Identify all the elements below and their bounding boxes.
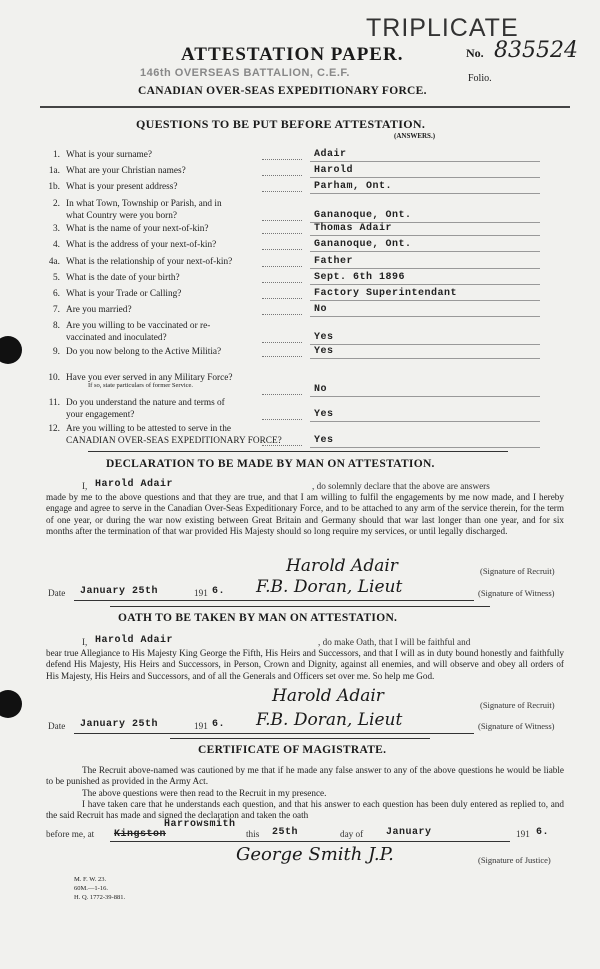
answer-rule [310,235,540,236]
certificate-paragraph-3: I have taken care that he understands each question, and that his answer to each question has been duly entered as replied to, and the said Recruit has made and signed the declaration and taken the oath [46,799,564,821]
oath-date-rule [74,733,474,734]
question-number: 1b. [48,182,60,192]
declaration-i-label: I, [82,481,88,491]
footer-line-3: H. Q. 1772-39-881. [74,894,126,901]
question-number: 3. [53,224,60,234]
declaration-witness-sig-label: (Signature of Witness) [478,588,555,598]
leader-dots [262,348,302,357]
footer-form-number: M. F. W. 23. [74,876,107,883]
questions-heading: QUESTIONS TO BE PUT BEFORE ATTESTATION. [136,117,426,131]
answer-rule [310,316,540,317]
regimental-number: 835524 [494,38,578,63]
question-text-continued: your engagement? [66,410,135,420]
declaration-date-label: Date [48,588,66,598]
declaration-top-rule [88,451,508,452]
triplicate-stamp: TRIPLICATE [366,14,519,42]
oath-recruit-signature: Harold Adair [272,686,384,706]
leader-dots [262,274,302,283]
declaration-recruit-name: Harold Adair [95,479,174,490]
certificate-date-rule [110,841,510,842]
answer-value: No [314,384,328,395]
certificate-before-label: before me, at [46,829,95,839]
leader-dots [262,167,302,176]
answer-rule [310,300,540,301]
question-text: Do you understand the nature and terms of [66,398,225,408]
question-text: What is the address of your next-of-kin? [66,240,217,250]
leader-dots [262,437,302,446]
question-text: What is your surname? [66,150,152,160]
certificate-month: January [386,827,432,838]
answer-rule [310,177,540,178]
certificate-top-rule [170,738,430,739]
number-label: No. [466,46,484,60]
question-text: Are you married? [66,305,132,315]
question-number: 1. [53,150,60,160]
answer-rule [310,421,540,422]
question-number: 10. [48,373,60,383]
certificate-this-label: this [246,829,260,839]
leader-dots [262,212,302,221]
oath-year-suffix: 6. [212,719,226,730]
declaration-date: January 25th [80,586,159,597]
answer-value: Gananoque, Ont. [314,239,412,250]
leader-dots [262,183,302,192]
question-text-continued: If so, state particulars of former Service. [88,382,194,389]
answer-rule [310,251,540,252]
question-number: 4a. [48,257,60,267]
oath-date: January 25th [80,719,159,730]
certificate-paragraph-2: The above questions were then read to the Recruit in my presence. [82,788,327,798]
answer-value: Father [314,256,354,267]
answer-rule [310,284,540,285]
leader-dots [262,386,302,395]
answer-value: Thomas Adair [314,223,393,234]
declaration-recruit-sig-label: (Signature of Recruit) [480,566,555,576]
certificate-place: Harrowsmith [164,819,236,830]
answer-rule [310,447,540,448]
question-text: Have you ever served in any Military Force? [66,373,233,383]
certificate-place-struck: Kingston [114,829,167,840]
question-text: What is your present address? [66,182,178,192]
question-text: Are you willing to be vaccinated or re- [66,321,211,331]
question-number: 9. [53,347,60,357]
answer-value: Yes [314,332,334,343]
justice-sig-label: (Signature of Justice) [478,855,551,865]
question-text-continued: CANADIAN OVER-SEAS EXPEDITIONARY FORCE? [66,436,282,446]
oath-top-rule [110,606,490,607]
oath-heading: OATH TO BE TAKEN BY MAN ON ATTESTATION. [118,612,398,624]
question-text: What is the name of your next-of-kin? [66,224,209,234]
folio-label: Folio. [468,73,492,84]
question-text: Are you willing to be attested to serve in the [66,424,231,434]
oath-year-prefix: 191 [194,721,208,731]
oath-recruit-name: Harold Adair [95,635,174,646]
question-text-continued: what Country were you born? [66,211,178,221]
answer-rule [310,396,540,397]
question-number: 7. [53,305,60,315]
certificate-day-of-label: day of [340,829,364,839]
oath-intro: , do make Oath, that I will be faithful and [318,637,471,647]
certificate-year-suffix: 6. [536,827,550,838]
question-number: 2. [53,199,60,209]
leader-dots [262,306,302,315]
question-text: What are your Christian names? [66,166,186,176]
page-subtitle: CANADIAN OVER-SEAS EXPEDITIONARY FORCE. [138,85,427,97]
question-text: Do you now belong to the Active Militia? [66,347,222,357]
declaration-date-rule [74,600,474,601]
question-number: 5. [53,273,60,283]
answer-value: Yes [314,346,334,357]
question-text: What is the relationship of your next-of-kin? [66,257,233,267]
question-number: 8. [53,321,60,331]
leader-dots [262,290,302,299]
declaration-heading: DECLARATION TO BE MADE BY MAN ON ATTESTATION. [106,458,435,470]
leader-dots [262,334,302,343]
oath-recruit-sig-label: (Signature of Recruit) [480,700,555,710]
battalion-stamp: 146th OVERSEAS BATTALION, C.E.F. [140,67,350,79]
declaration-year-prefix: 191 [194,588,208,598]
punch-hole-bottom [0,690,22,718]
answer-rule [310,161,540,162]
question-number: 11. [48,398,60,408]
oath-witness-signature: F.B. Doran, Lieut [256,710,403,730]
answer-value: No [314,304,328,315]
answer-value: Harold [314,165,354,176]
justice-signature: George Smith J.P. [236,844,394,865]
oath-text: bear true Allegiance to His Majesty King George the Fifth, His Heirs and Successors, and that I will as in duty bound honestly and faithfully defend His Majesty, His Heirs and Successors, in Person, Crown and Dignity, against all enemies, and will observe and obey all orders of His Majesty, His Heirs and Successors, and of all the Generals and Officers set over me. So help me God. [46,648,564,681]
answer-rule [310,344,540,345]
question-text: In what Town, Township or Parish, and in [66,199,222,209]
leader-dots [262,225,302,234]
declaration-text: made by me to the above questions and that they are true, and that I am willing to fulfil the engagements by me now made, and I hereby engage and agree to serve in the Canadian Over-Seas Expeditionary Force, and to be attached to any arm of the service therein, for the term of one year, or during the war now existing between Great Britain and Germany should that war last longer than one year, and for six months after the termination of that war provided His Majesty should so long require my services, or until legally discharged. [46,492,564,536]
question-text: What is the date of your birth? [66,273,180,283]
oath-i-label: I, [82,637,88,647]
answer-rule [310,358,540,359]
footer-line-2: 60M.—1-16. [74,885,108,892]
leader-dots [262,258,302,267]
answer-value: Yes [314,409,334,420]
leader-dots [262,411,302,420]
question-number: 6. [53,289,60,299]
question-text-continued: vaccinated and inoculated? [66,333,167,343]
declaration-recruit-signature: Harold Adair [286,556,398,576]
answer-value: Sept. 6th 1896 [314,272,406,283]
certificate-year-prefix: 191 [516,829,530,839]
declaration-witness-signature: F.B. Doran, Lieut [256,577,403,597]
answer-value: Yes [314,435,334,446]
oath-witness-sig-label: (Signature of Witness) [478,721,555,731]
page-title: ATTESTATION PAPER. [181,44,404,65]
declaration-intro: , do solemnly declare that the above are answers [312,481,490,491]
certificate-day: 25th [272,827,299,838]
answer-value: Parham, Ont. [314,181,393,192]
punch-hole-top [0,336,22,364]
oath-date-label: Date [48,721,66,731]
question-number: 4. [53,240,60,250]
answer-value: Factory Superintendant [314,288,458,299]
declaration-year-suffix: 6. [212,586,226,597]
certificate-paragraph-1: The Recruit above-named was cautioned by me that if he made any false answer to any of the above questions he would be liable to be punished as provided in the Army Act. [46,765,564,787]
question-number: 1a. [48,166,60,176]
question-number: 12. [48,424,60,434]
leader-dots [262,151,302,160]
answer-value: Gananoque, Ont. [314,210,412,221]
answers-label: (ANSWERS.) [394,132,436,140]
header-divider [40,106,570,108]
leader-dots [262,241,302,250]
answer-rule [310,193,540,194]
certificate-heading: CERTIFICATE OF MAGISTRATE. [198,744,387,756]
answer-value: Adair [314,149,347,160]
question-text: What is your Trade or Calling? [66,289,182,299]
answer-rule [310,268,540,269]
